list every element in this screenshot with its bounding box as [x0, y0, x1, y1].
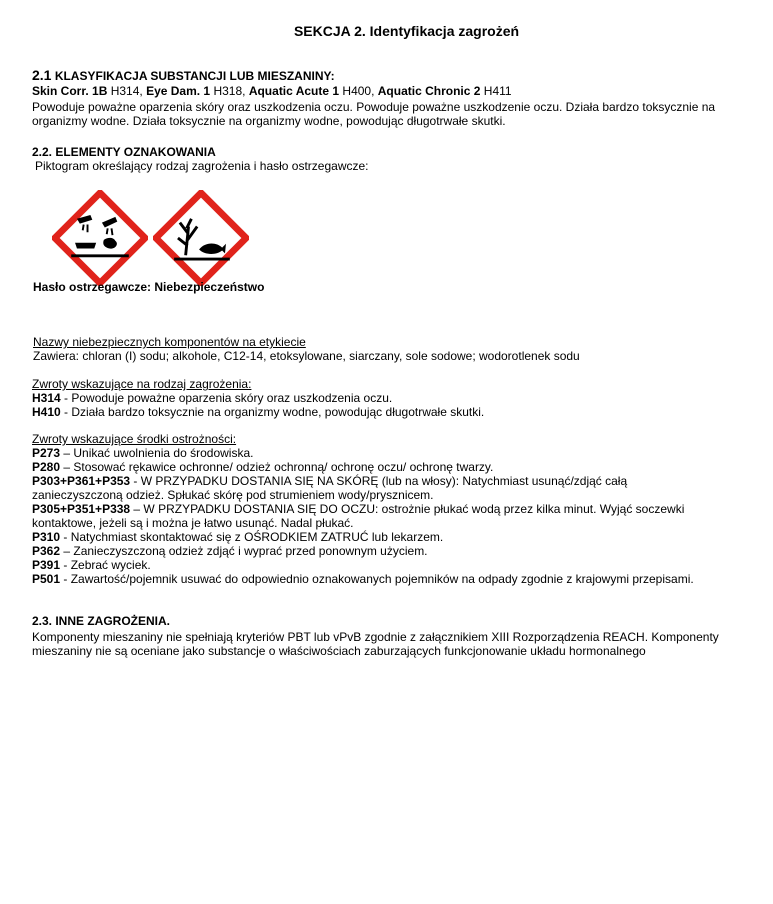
section-2-2-heading: 2.2. ELEMENTY OZNAKOWANIA [32, 145, 216, 159]
precaution-heading: Zwroty wskazujące środki ostrożności: [32, 432, 237, 446]
classification-text: Powoduje poważne oparzenia skóry oraz uszkodzenia oczu. Powoduje poważne uszkodzenie oczu. Działa bardzo toksycznie na organizmy wodne. Działa toksycznie na organizmy wodne, powodując długotrwałe skutki. [32, 100, 716, 128]
components-block [33, 335, 743, 363]
precaution-item: P501 - Zawartość/pojemnik usuwać do odpowiednio oznakowanych pojemników na odpady zgodnie z krajowymi przepisami. [32, 572, 694, 586]
precaution-item: P303+P361+P353 - W PRZYPADKU DOSTANIA SIĘ NA SKÓRĘ (lub na włosy): Natychmiast usunąć/zdjąć całą zanieczyszczoną odzież. Spłukać skórę pod strumieniem wody/prysznicem. [32, 474, 628, 502]
precaution-item: P280 – Stosować rękawice ochronne/ odzież ochronną/ ochronę oczu/ ochronę twarzy. [32, 460, 494, 474]
section-title: SEKCJA 2. Identyfikacja zagrożeń [293, 23, 520, 39]
precaution-item: P305+P351+P338 – W PRZYPADKU DOSTANIA SIĘ DO OCZU: ostrożnie płukać wodą przez kilka minut. Wyjąć soczewki kontaktowe, jeżeli są i można je łatwo usunąć. Nadal płukać. [32, 502, 685, 530]
section-2-1-heading: 2.1 KLASYFIKACJA SUBSTANCJI LUB MIESZANINY: [32, 67, 335, 83]
precaution-item: P362 – Zanieczyszczoną odzież zdjąć i wyprać przed ponownym użyciem. [32, 544, 428, 558]
section-2-3-text: Komponenty mieszaniny nie spełniają kryteriów PBT lub vPvB zgodnie z załącznikiem XIII Rozporządzenia REACH. Komponenty mieszaniny nie są oceniane jako substancje o właściwościach zaburzających funkcjonowanie układu hormonalnego [32, 630, 719, 658]
section-2-3 [32, 614, 743, 658]
corrosion-pictogram [52, 190, 148, 286]
classification-line: Skin Corr. 1B H314, Eye Dam. 1 H318, Aquatic Acute 1 H400, Aquatic Chronic 2 H411 [32, 84, 512, 98]
precaution-item: P273 – Unikać uwolnienia do środowiska. [32, 446, 254, 460]
section-2-1 [32, 68, 743, 128]
environment-pictogram [153, 190, 249, 286]
hazard-statements [32, 377, 743, 419]
section-2-3-heading: 2.3. INNE ZAGROŻENIA. [32, 614, 171, 628]
signal-word-line: Hasło ostrzegawcze: Niebezpieczeństwo [33, 280, 265, 294]
components-text: Zawiera: chloran (I) sodu; alkohole, C12-14, etoksylowane, siarczany, sole sodowe; wodorotlenek sodu [33, 349, 580, 363]
precaution-item: P391 - Zebrać wyciek. [32, 558, 151, 572]
hazard-item: H410 - Działa bardzo toksycznie na organizmy wodne, powodując długotrwałe skutki. [32, 405, 485, 419]
hazard-item: H314 - Powoduje poważne oparzenia skóry oraz uszkodzenia oczu. [32, 391, 393, 405]
components-heading: Nazwy niebezpiecznych komponentów na etykiecie [33, 335, 306, 349]
precautionary-statements [32, 432, 693, 586]
hazard-heading: Zwroty wskazujące na rodzaj zagrożenia: [32, 377, 252, 391]
precaution-item: P310 - Natychmiast skontaktować się z OŚRODKIEM ZATRUĆ lub lekarzem. [32, 530, 444, 544]
pictogram-label: Piktogram określający rodzaj zagrożenia i hasło ostrzegawcze: [35, 159, 369, 173]
